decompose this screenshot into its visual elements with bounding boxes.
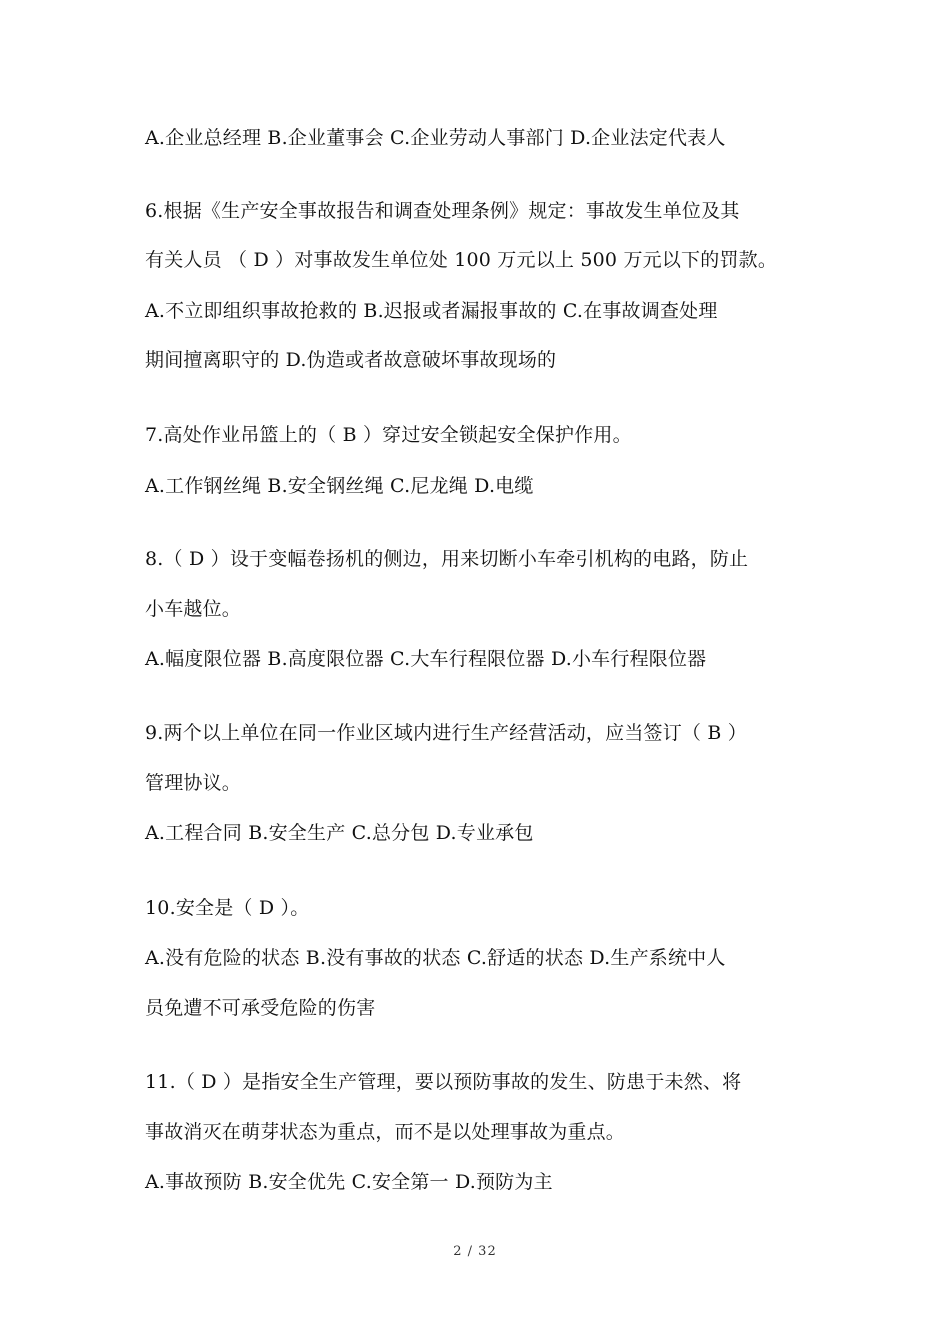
q6-options-line-2: 期间擅离职守的 D.伪造或者故意破坏事故现场的 <box>145 349 557 371</box>
page-number: 2 / 32 <box>453 1244 497 1259</box>
q6-text-line-2: 有关人员 （ D ）对事故发生单位处 100 万元以上 500 万元以下的罚款。 <box>145 249 778 271</box>
q10-text: 10.安全是（ D ）。 <box>145 897 310 919</box>
q11-options: A.事故预防 B.安全优先 C.安全第一 D.预防为主 <box>145 1171 553 1193</box>
q6-text-line-1: 6.根据《生产安全事故报告和调查处理条例》规定：事故发生单位及其 <box>145 200 740 222</box>
q5-options: A.企业总经理 B.企业董事会 C.企业劳动人事部门 D.企业法定代表人 <box>145 127 726 149</box>
q11-text-line-2: 事故消灭在萌芽状态为重点，而不是以处理事故为重点。 <box>145 1121 626 1143</box>
q8-options: A.幅度限位器 B.高度限位器 C.大车行程限位器 D.小车行程限位器 <box>145 648 707 670</box>
q7-text: 7.高处作业吊篮上的（ B ）穿过安全锁起安全保护作用。 <box>145 424 632 446</box>
q10-options-line-1: A.没有危险的状态 B.没有事故的状态 C.舒适的状态 D.生产系统中人 <box>145 947 726 969</box>
q9-text-line-2: 管理协议。 <box>145 772 242 794</box>
q10-options-line-2: 员免遭不可承受危险的伤害 <box>145 997 376 1019</box>
q8-text-line-1: 8.（ D ）设于变幅卷扬机的侧边，用来切断小车牵引机构的电路，防止 <box>145 548 749 570</box>
q9-options: A.工程合同 B.安全生产 C.总分包 D.专业承包 <box>145 822 534 844</box>
q9-text-line-1: 9.两个以上单位在同一作业区域内进行生产经营活动，应当签订（ B ） <box>145 722 747 744</box>
q8-text-line-2: 小车越位。 <box>145 598 242 620</box>
q11-text-line-1: 11.（ D ）是指安全生产管理，要以预防事故的发生、防患于未然、将 <box>145 1071 742 1093</box>
q7-options: A.工作钢丝绳 B.安全钢丝绳 C.尼龙绳 D.电缆 <box>145 475 534 497</box>
q6-options-line-1: A.不立即组织事故抢救的 B.迟报或者漏报事故的 C.在事故调查处理 <box>145 300 718 322</box>
